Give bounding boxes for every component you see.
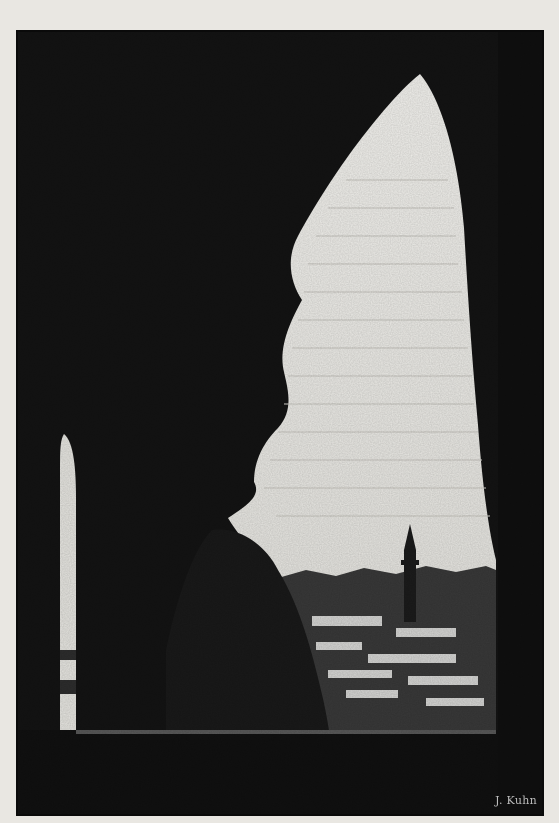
halftone-grain xyxy=(16,30,544,816)
photo-credit: J. Kuhn xyxy=(495,794,537,807)
arch-view-photograph xyxy=(16,30,544,816)
